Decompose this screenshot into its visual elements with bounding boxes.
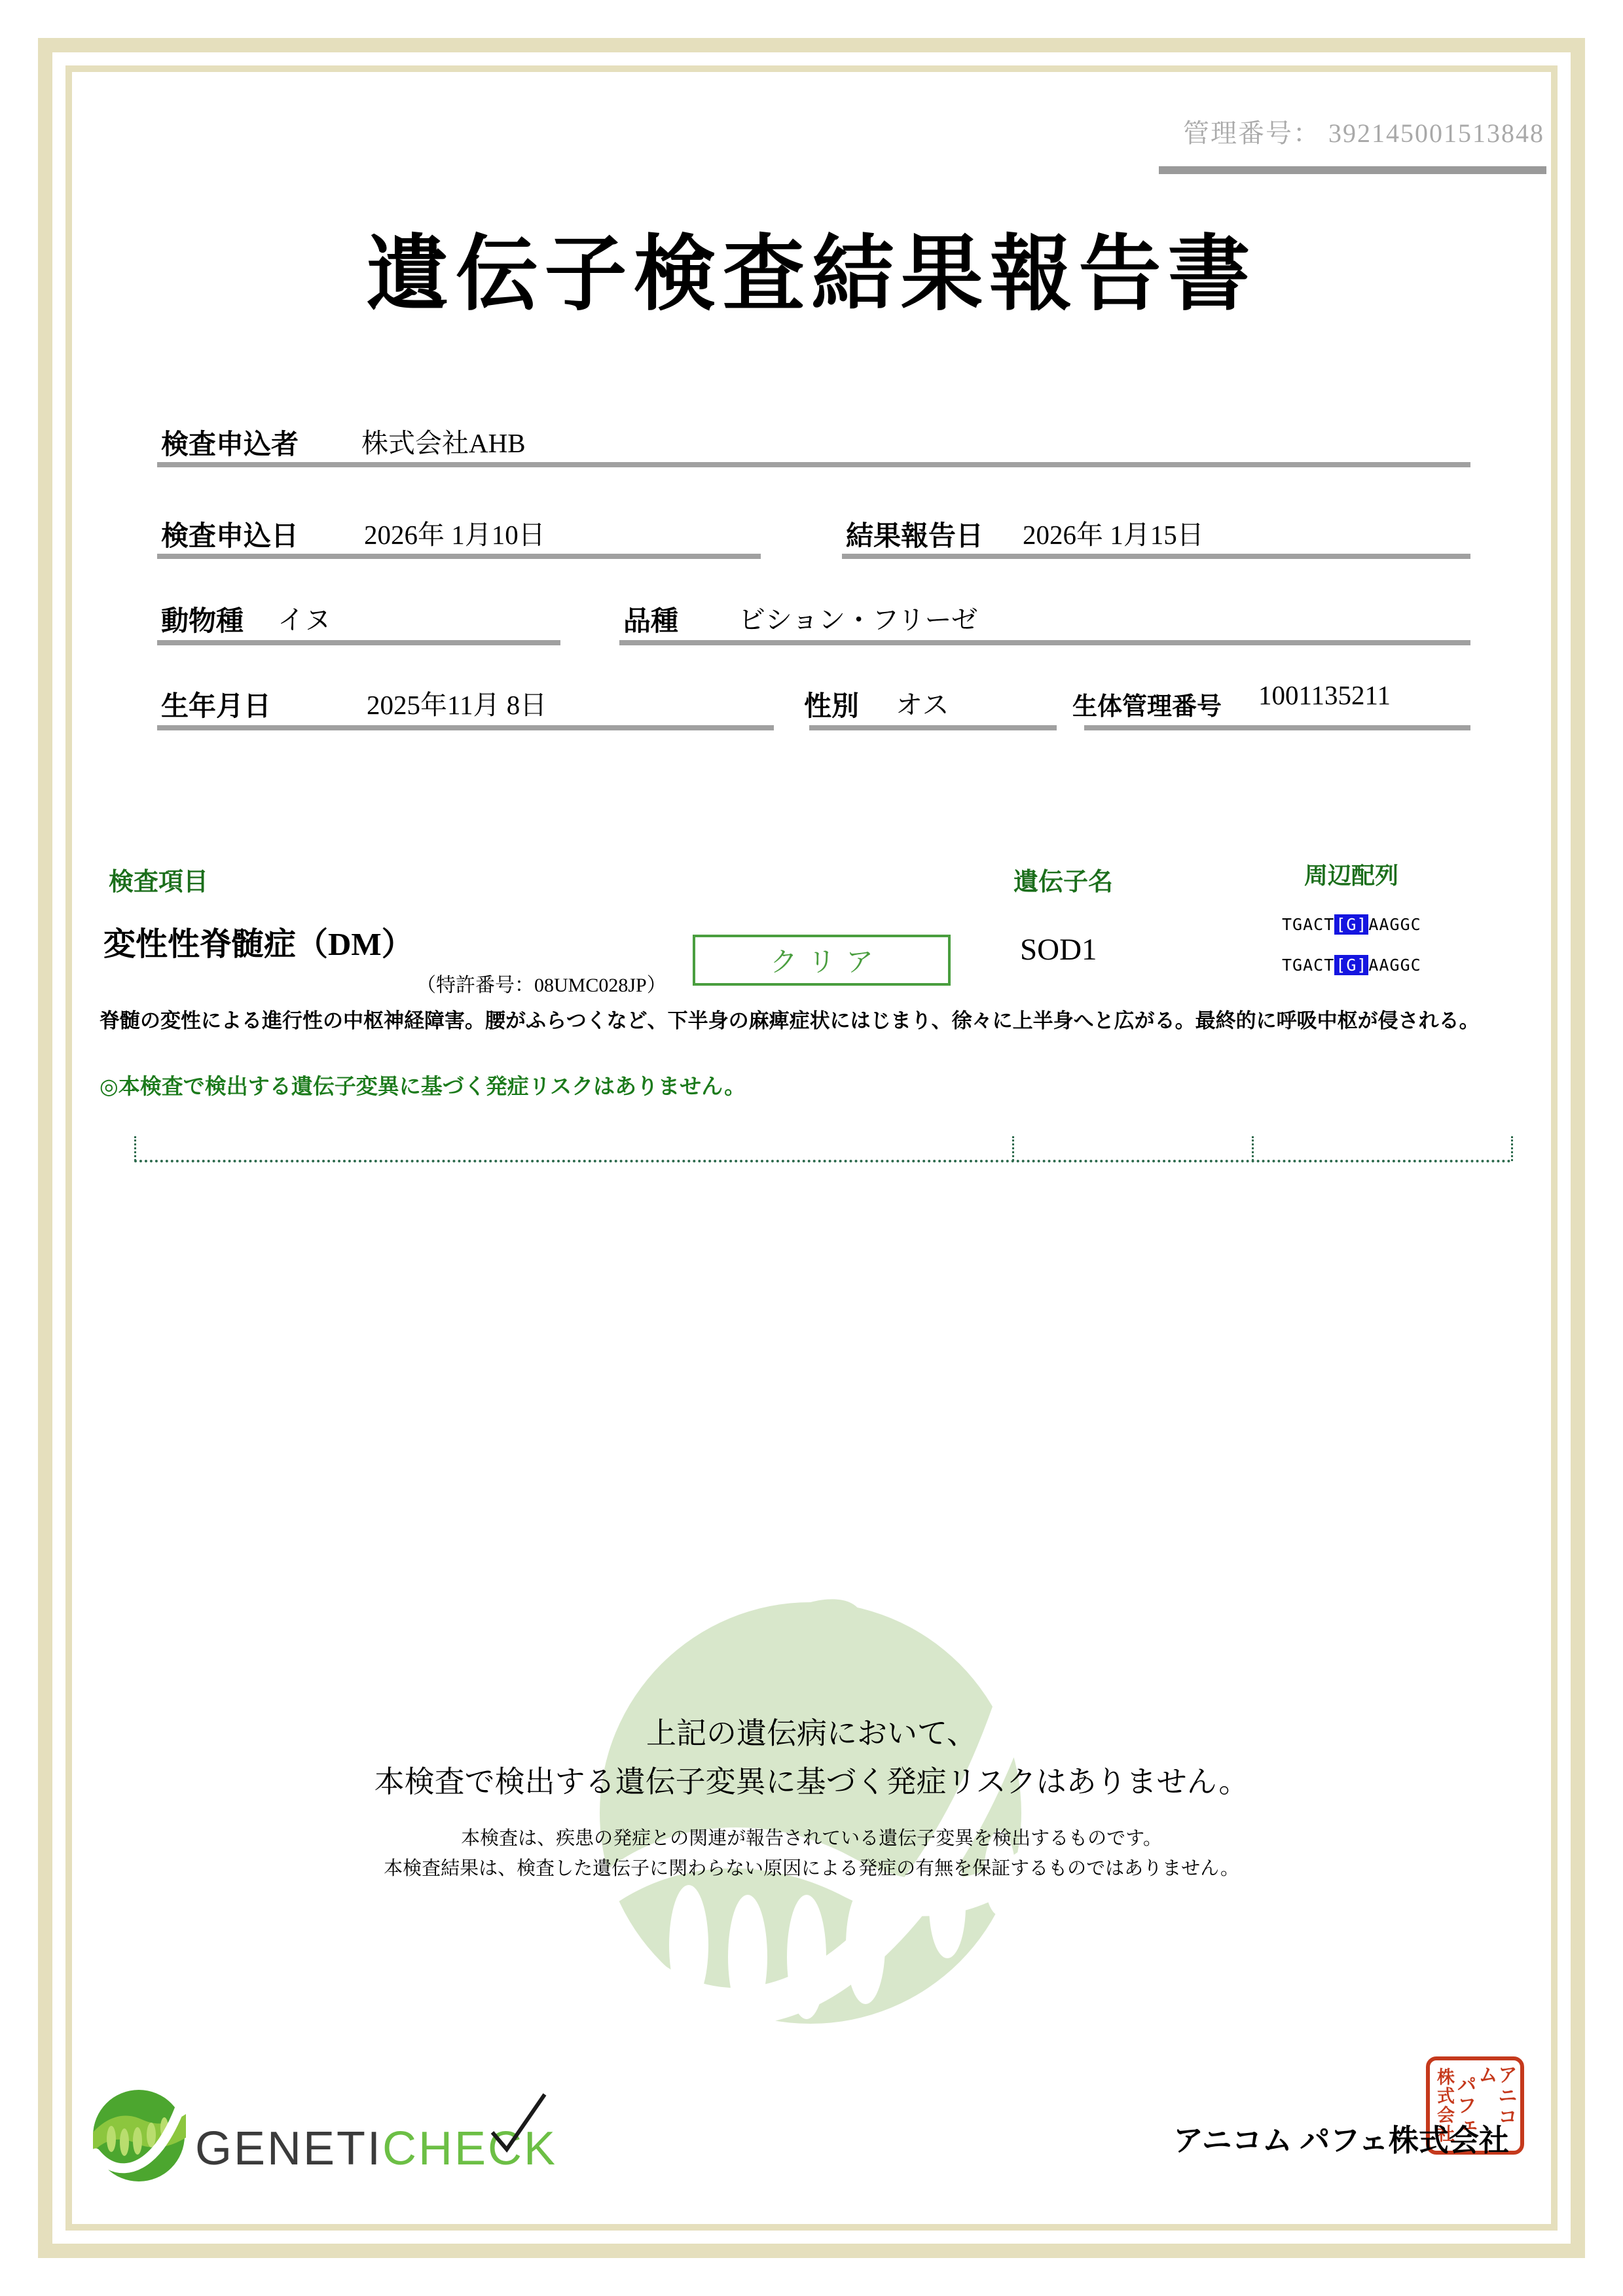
seal-column-right: アニコム [1475, 2064, 1516, 2127]
applicant-label: 検査申込者 [161, 430, 299, 460]
management-number-value: 392145001513848 [1328, 118, 1544, 148]
test-result-box [693, 935, 951, 986]
application-date-underline [157, 554, 761, 559]
company-name: アニコム パフェ株式会社 [1173, 2124, 1509, 2157]
sequence-suffix: AAGGC [1368, 915, 1421, 934]
species-underline [157, 640, 560, 645]
test-result-value: クリア [769, 948, 884, 978]
geneticheck-watermark-icon [591, 1598, 1030, 2032]
dotted-separator [1252, 1136, 1254, 1161]
sequence-prefix: TGACT [1282, 915, 1335, 934]
sequence-allele: [G] [1336, 915, 1368, 934]
check-mark-icon [486, 2092, 549, 2157]
management-number-underline [1159, 166, 1546, 174]
page-title: 遺伝子検査結果報告書 [366, 230, 1257, 321]
gene-name-value: SOD1 [1020, 933, 1097, 967]
report-date-underline [842, 554, 1470, 559]
applicant-underline [157, 462, 1470, 467]
risk-note: ◎本検査で検出する遺伝子変異に基づく発症リスクはありません。 [100, 1075, 746, 1099]
geneticheck-logo-icon [93, 2089, 186, 2182]
disease-description: 脊髄の変性による進行性の中枢神経障害。腰がふらつくなど、下半身の麻痺症状にはじまり、徐々に上半身へと広がる。最終的に呼吸中枢が侵される。 [100, 1009, 1480, 1032]
birth-date-label: 生年月日 [161, 692, 272, 722]
dotted-separator [1511, 1136, 1513, 1161]
sequence-line-2 [1282, 956, 1421, 975]
animal-id-value: 1001135211 [1258, 680, 1391, 710]
logo-text-check: CHECK [382, 2123, 558, 2175]
sex-underline [809, 725, 1057, 730]
animal-id-underline [1084, 725, 1470, 730]
summary-line-2: 本検査で検出する遺伝子変異に基づく発症リスクはありません。 [374, 1765, 1249, 1799]
dotted-separator [134, 1136, 136, 1161]
sequence-prefix: TGACT [1282, 956, 1335, 975]
section-dotted-divider [134, 1160, 1512, 1162]
animal-id-label: 生体管理番号 [1072, 693, 1222, 721]
seal-column-middle: パフェ [1453, 2074, 1476, 2137]
application-date-label: 検査申込日 [161, 522, 299, 552]
application-date-value: 2026年 1月10日 [364, 520, 545, 550]
sequence-header: 周辺配列 [1304, 863, 1399, 889]
dotted-separator [1012, 1136, 1014, 1161]
report-date-value: 2026年 1月15日 [1023, 520, 1204, 550]
birth-date-underline [157, 725, 774, 730]
test-item-header: 検査項目 [109, 869, 209, 896]
gene-name-header: 遺伝子名 [1013, 869, 1114, 896]
species-label: 動物種 [161, 607, 244, 637]
species-value: イヌ [278, 605, 331, 635]
sequence-line-1 [1282, 915, 1421, 934]
birth-date-value: 2025年11月 8日 [367, 690, 547, 720]
seal-column-left: 株式会社 [1434, 2068, 1454, 2144]
summary-note-1: 本検査は、疾患の発症との関連が報告されている遺伝子変異を検出するものです。 [461, 1828, 1162, 1849]
sex-label: 性別 [804, 692, 860, 722]
sex-value: オス [896, 690, 949, 720]
summary-note-2: 本検査結果は、検査した遺伝子に関わらない原因による発症の有無を保証するものではありません。 [384, 1858, 1239, 1879]
management-number-row [1183, 113, 1544, 150]
breed-underline [619, 640, 1470, 645]
sequence-allele: [G] [1336, 956, 1368, 975]
logo-text-geneti: GENETI [195, 2123, 383, 2175]
management-number-label: 管理番号： [1183, 118, 1321, 148]
patent-number: （特許番号：08UMC028JP） [416, 975, 666, 996]
applicant-value: 株式会社AHB [361, 428, 526, 458]
report-date-label: 結果報告日 [846, 522, 984, 552]
summary-line-1: 上記の遺伝病において、 [646, 1716, 977, 1750]
breed-value: ビション・フリーゼ [739, 605, 978, 635]
sequence-suffix: AAGGC [1368, 956, 1421, 975]
breed-label: 品種 [623, 607, 679, 637]
disease-name: 変性性脊髄症（DM） [103, 926, 414, 962]
